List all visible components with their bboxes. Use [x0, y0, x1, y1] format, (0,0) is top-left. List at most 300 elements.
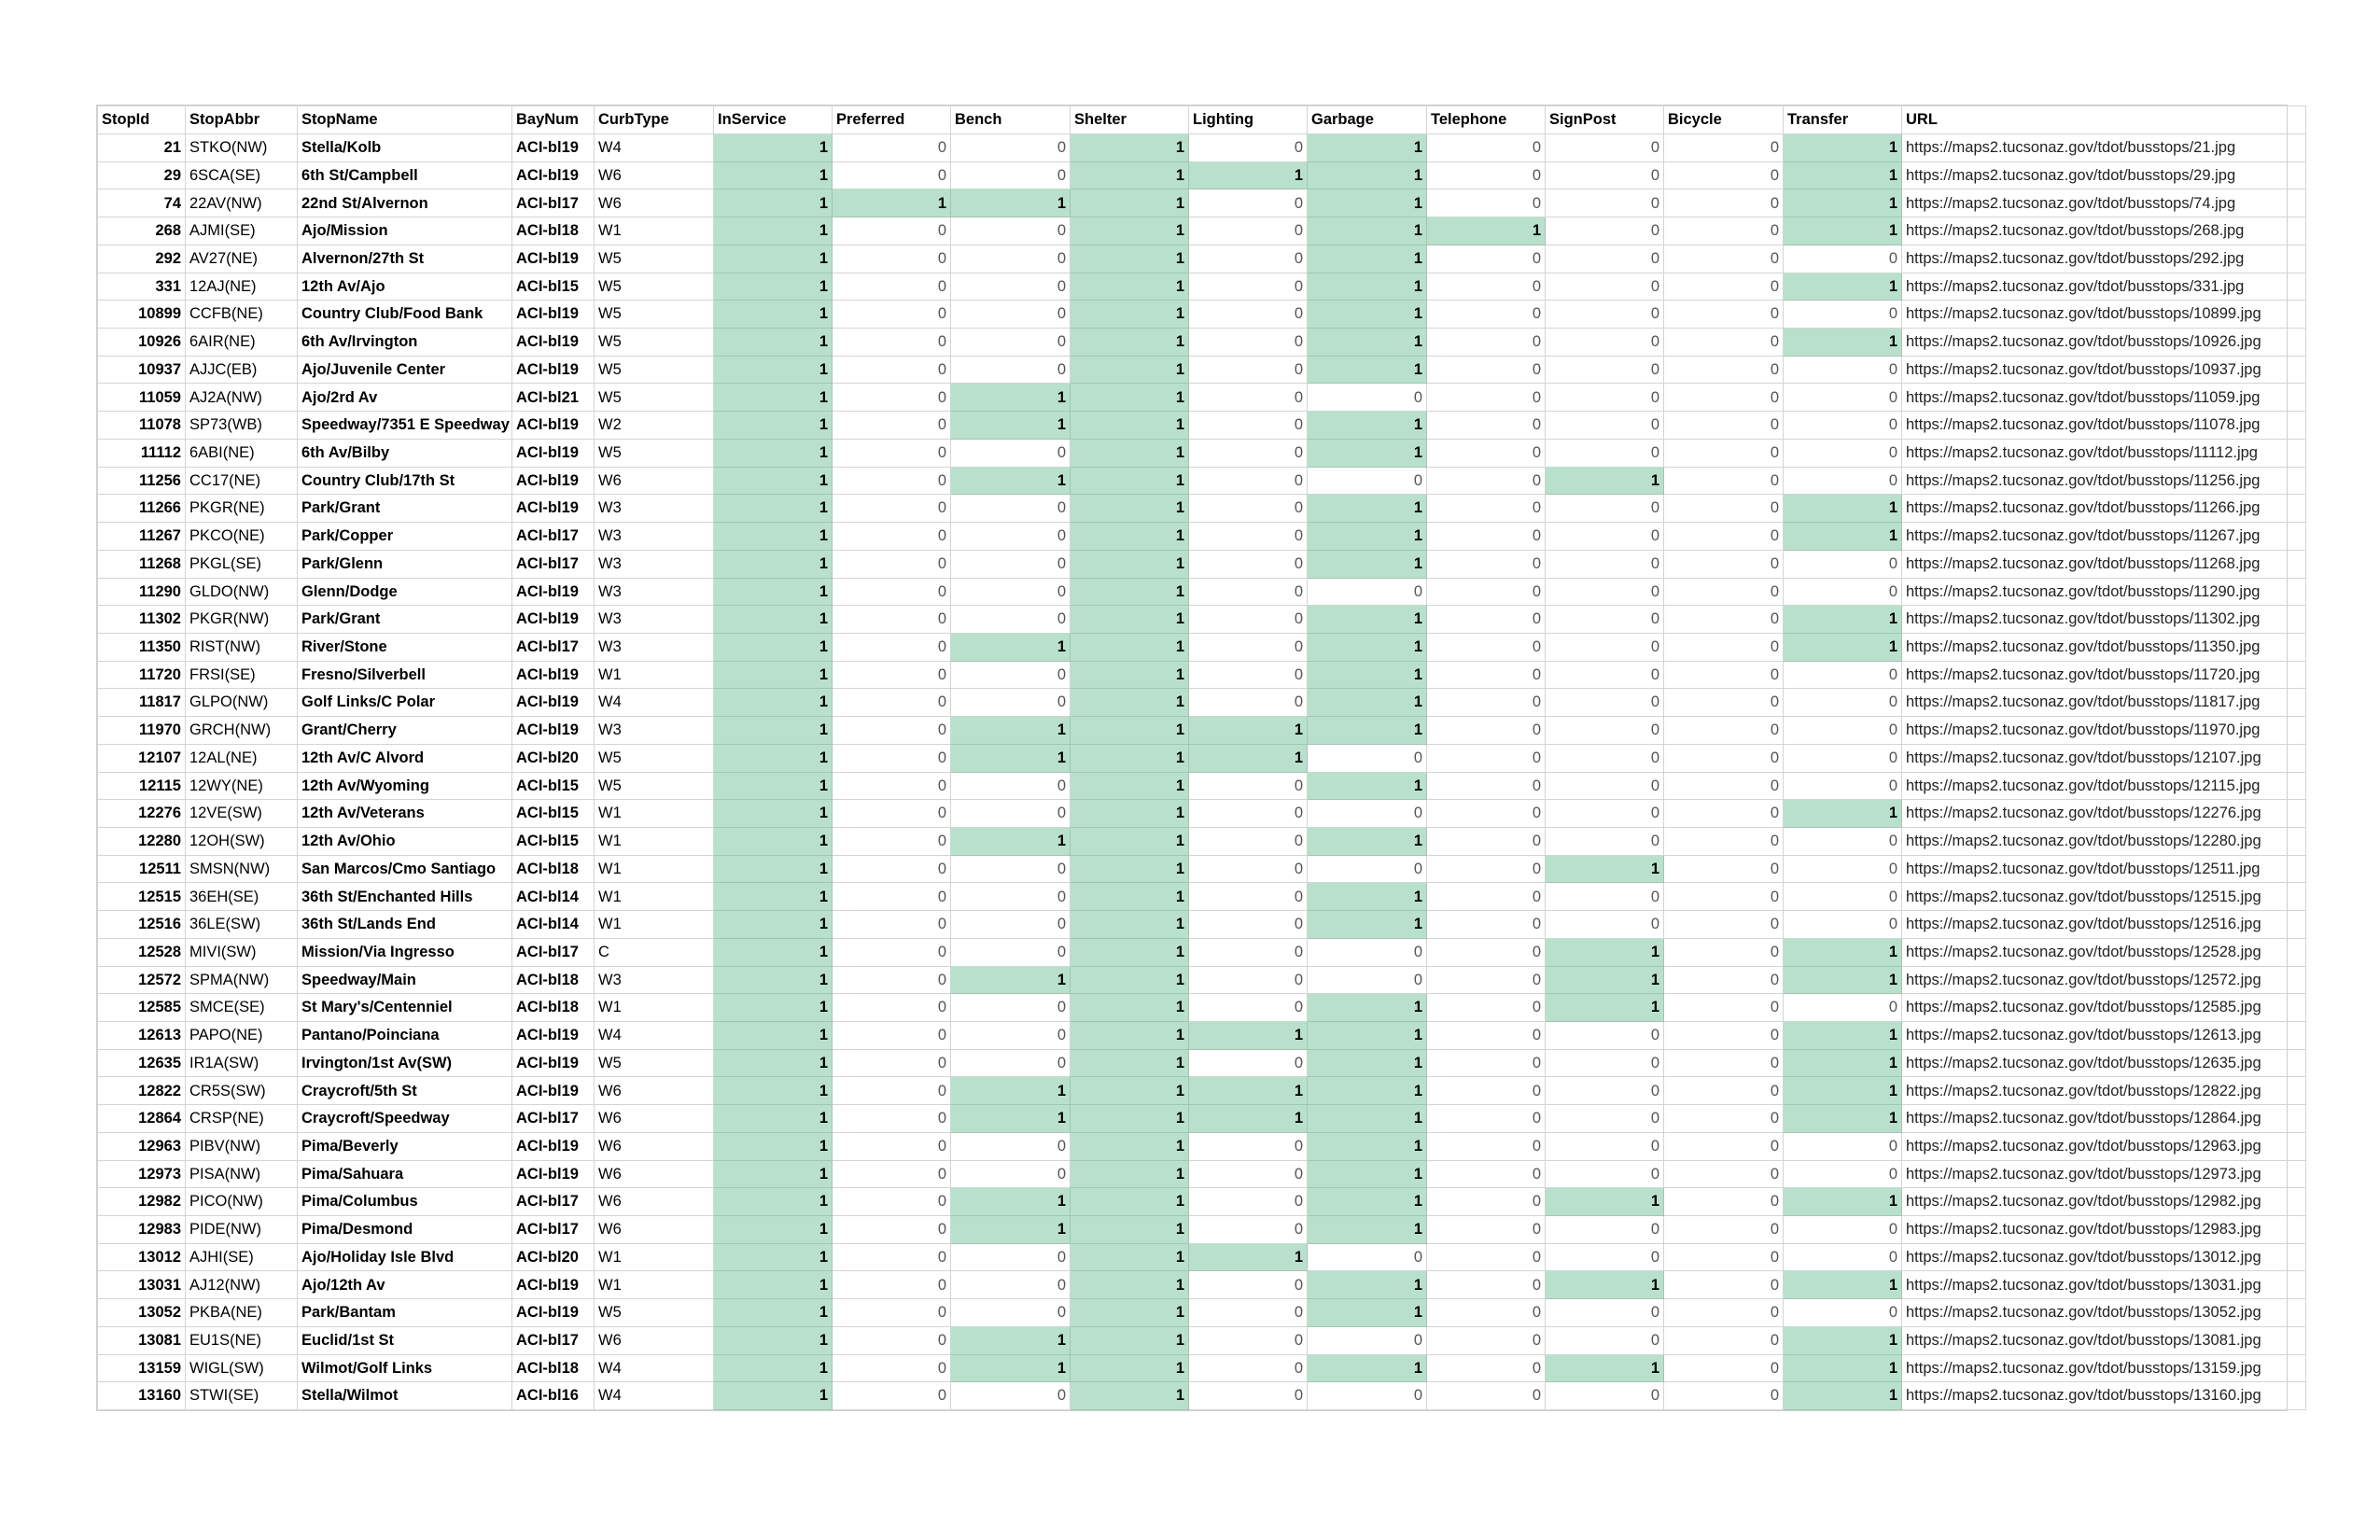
cell-telephone[interactable]: 0 [1427, 1243, 1546, 1271]
cell-url[interactable]: https://maps2.tucsonaz.gov/tdot/busstops/10926.jpg [1902, 329, 2306, 357]
cell-bicycle[interactable]: 0 [1664, 412, 1784, 440]
cell-garbage[interactable]: 1 [1308, 217, 1427, 245]
cell-stopname[interactable]: Pima/Beverly [298, 1132, 512, 1160]
cell-inservice[interactable]: 1 [714, 329, 833, 357]
cell-baynum[interactable]: ACI-bl19 [512, 1132, 595, 1160]
cell-stopabbr[interactable]: AJ2A(NW) [186, 384, 298, 412]
cell-preferred[interactable]: 0 [833, 467, 951, 495]
cell-bench[interactable]: 1 [951, 744, 1071, 772]
cell-url[interactable]: https://maps2.tucsonaz.gov/tdot/busstops/12107.jpg [1902, 744, 2306, 772]
cell-stopid[interactable]: 12635 [98, 1049, 186, 1077]
cell-signpost[interactable]: 0 [1546, 189, 1664, 217]
cell-inservice[interactable]: 1 [714, 134, 833, 162]
cell-preferred[interactable]: 0 [833, 495, 951, 523]
cell-transfer[interactable]: 1 [1784, 606, 1902, 634]
cell-lighting[interactable]: 0 [1189, 1271, 1308, 1299]
cell-telephone[interactable]: 0 [1427, 633, 1546, 661]
cell-telephone[interactable]: 0 [1427, 329, 1546, 357]
cell-url[interactable]: https://maps2.tucsonaz.gov/tdot/busstops/13031.jpg [1902, 1271, 2306, 1299]
cell-bench[interactable]: 1 [951, 633, 1071, 661]
cell-bicycle[interactable]: 0 [1664, 1354, 1784, 1382]
cell-telephone[interactable]: 0 [1427, 744, 1546, 772]
cell-curbtype[interactable]: W1 [595, 855, 714, 883]
cell-url[interactable]: https://maps2.tucsonaz.gov/tdot/busstops/13159.jpg [1902, 1354, 2306, 1382]
cell-shelter[interactable]: 1 [1071, 217, 1189, 245]
cell-url[interactable]: https://maps2.tucsonaz.gov/tdot/busstops/292.jpg [1902, 245, 2306, 273]
cell-signpost[interactable]: 0 [1546, 911, 1664, 939]
cell-curbtype[interactable]: W6 [595, 1105, 714, 1133]
cell-bench[interactable]: 1 [951, 1105, 1071, 1133]
cell-telephone[interactable]: 0 [1427, 1354, 1546, 1382]
cell-transfer[interactable]: 1 [1784, 1382, 1902, 1410]
cell-garbage[interactable]: 1 [1308, 1188, 1427, 1216]
cell-curbtype[interactable]: W5 [595, 1049, 714, 1077]
column-header-transfer[interactable]: Transfer [1784, 106, 1902, 134]
cell-baynum[interactable]: ACI-bl19 [512, 245, 595, 273]
cell-lighting[interactable]: 0 [1189, 412, 1308, 440]
cell-bicycle[interactable]: 0 [1664, 966, 1784, 994]
cell-preferred[interactable]: 0 [833, 1160, 951, 1188]
cell-bench[interactable]: 1 [951, 1188, 1071, 1216]
cell-lighting[interactable]: 0 [1189, 633, 1308, 661]
cell-inservice[interactable]: 1 [714, 633, 833, 661]
cell-bicycle[interactable]: 0 [1664, 1077, 1784, 1105]
cell-bicycle[interactable]: 0 [1664, 356, 1784, 384]
cell-curbtype[interactable]: W6 [595, 467, 714, 495]
cell-bench[interactable]: 1 [951, 412, 1071, 440]
cell-shelter[interactable]: 1 [1071, 1271, 1189, 1299]
cell-preferred[interactable]: 0 [833, 911, 951, 939]
cell-preferred[interactable]: 0 [833, 855, 951, 883]
cell-url[interactable]: https://maps2.tucsonaz.gov/tdot/busstops/12963.jpg [1902, 1132, 2306, 1160]
cell-stopname[interactable]: Fresno/Silverbell [298, 661, 512, 689]
cell-preferred[interactable]: 0 [833, 938, 951, 966]
cell-baynum[interactable]: ACI-bl19 [512, 1299, 595, 1327]
cell-bicycle[interactable]: 0 [1664, 689, 1784, 717]
cell-bicycle[interactable]: 0 [1664, 1299, 1784, 1327]
cell-shelter[interactable]: 1 [1071, 1160, 1189, 1188]
cell-curbtype[interactable]: W3 [595, 495, 714, 523]
cell-stopabbr[interactable]: PICO(NW) [186, 1188, 298, 1216]
cell-lighting[interactable]: 1 [1189, 744, 1308, 772]
cell-inservice[interactable]: 1 [714, 1354, 833, 1382]
cell-stopabbr[interactable]: PIDE(NW) [186, 1216, 298, 1244]
cell-lighting[interactable]: 0 [1189, 1160, 1308, 1188]
cell-stopabbr[interactable]: CR5S(SW) [186, 1077, 298, 1105]
cell-signpost[interactable]: 0 [1546, 661, 1664, 689]
cell-signpost[interactable]: 0 [1546, 134, 1664, 162]
cell-transfer[interactable]: 0 [1784, 717, 1902, 745]
cell-curbtype[interactable]: W3 [595, 606, 714, 634]
cell-stopabbr[interactable]: 12VE(SW) [186, 800, 298, 828]
cell-garbage[interactable]: 0 [1308, 938, 1427, 966]
cell-lighting[interactable]: 1 [1189, 161, 1308, 189]
cell-curbtype[interactable]: W3 [595, 633, 714, 661]
cell-stopname[interactable]: Country Club/17th St [298, 467, 512, 495]
cell-transfer[interactable]: 1 [1784, 1188, 1902, 1216]
cell-url[interactable]: https://maps2.tucsonaz.gov/tdot/busstops/12983.jpg [1902, 1216, 2306, 1244]
cell-preferred[interactable]: 0 [833, 717, 951, 745]
cell-telephone[interactable]: 0 [1427, 189, 1546, 217]
cell-bench[interactable]: 0 [951, 301, 1071, 329]
cell-stopid[interactable]: 12973 [98, 1160, 186, 1188]
cell-url[interactable]: https://maps2.tucsonaz.gov/tdot/busstops/11256.jpg [1902, 467, 2306, 495]
cell-baynum[interactable]: ACI-bl19 [512, 661, 595, 689]
cell-stopabbr[interactable]: 12WY(NE) [186, 772, 298, 800]
column-header-inservice[interactable]: InService [714, 106, 833, 134]
cell-inservice[interactable]: 1 [714, 161, 833, 189]
cell-transfer[interactable]: 1 [1784, 1022, 1902, 1050]
cell-signpost[interactable]: 0 [1546, 633, 1664, 661]
cell-shelter[interactable]: 1 [1071, 689, 1189, 717]
cell-baynum[interactable]: ACI-bl15 [512, 827, 595, 855]
cell-baynum[interactable]: ACI-bl15 [512, 772, 595, 800]
cell-url[interactable]: https://maps2.tucsonaz.gov/tdot/busstops/12864.jpg [1902, 1105, 2306, 1133]
cell-bicycle[interactable]: 0 [1664, 189, 1784, 217]
cell-transfer[interactable]: 0 [1784, 883, 1902, 911]
cell-stopid[interactable]: 11267 [98, 523, 186, 551]
cell-stopabbr[interactable]: SP73(WB) [186, 412, 298, 440]
cell-signpost[interactable]: 1 [1546, 938, 1664, 966]
cell-lighting[interactable]: 0 [1189, 550, 1308, 578]
cell-url[interactable]: https://maps2.tucsonaz.gov/tdot/busstops/29.jpg [1902, 161, 2306, 189]
cell-curbtype[interactable]: C [595, 938, 714, 966]
cell-telephone[interactable]: 0 [1427, 938, 1546, 966]
cell-inservice[interactable]: 1 [714, 911, 833, 939]
cell-url[interactable]: https://maps2.tucsonaz.gov/tdot/busstops/12115.jpg [1902, 772, 2306, 800]
cell-curbtype[interactable]: W6 [595, 1326, 714, 1354]
cell-bicycle[interactable]: 0 [1664, 1216, 1784, 1244]
cell-stopid[interactable]: 12515 [98, 883, 186, 911]
cell-curbtype[interactable]: W6 [595, 161, 714, 189]
cell-url[interactable]: https://maps2.tucsonaz.gov/tdot/busstops/12515.jpg [1902, 883, 2306, 911]
cell-preferred[interactable]: 0 [833, 578, 951, 606]
cell-stopname[interactable]: Pima/Sahuara [298, 1160, 512, 1188]
cell-bicycle[interactable]: 0 [1664, 744, 1784, 772]
cell-transfer[interactable]: 0 [1784, 301, 1902, 329]
cell-url[interactable]: https://maps2.tucsonaz.gov/tdot/busstops/12572.jpg [1902, 966, 2306, 994]
cell-telephone[interactable]: 0 [1427, 1132, 1546, 1160]
cell-garbage[interactable]: 1 [1308, 1132, 1427, 1160]
cell-preferred[interactable]: 0 [833, 523, 951, 551]
cell-preferred[interactable]: 0 [833, 356, 951, 384]
cell-signpost[interactable]: 0 [1546, 606, 1664, 634]
cell-preferred[interactable]: 0 [833, 384, 951, 412]
cell-bicycle[interactable]: 0 [1664, 772, 1784, 800]
cell-stopname[interactable]: San Marcos/Cmo Santiago [298, 855, 512, 883]
cell-garbage[interactable]: 0 [1308, 744, 1427, 772]
cell-garbage[interactable]: 0 [1308, 467, 1427, 495]
cell-stopname[interactable]: 12th Av/Ajo [298, 273, 512, 301]
cell-baynum[interactable]: ACI-bl14 [512, 911, 595, 939]
cell-stopabbr[interactable]: WIGL(SW) [186, 1354, 298, 1382]
column-header-shelter[interactable]: Shelter [1071, 106, 1189, 134]
cell-lighting[interactable]: 0 [1189, 245, 1308, 273]
column-header-garbage[interactable]: Garbage [1308, 106, 1427, 134]
cell-signpost[interactable]: 0 [1546, 161, 1664, 189]
cell-baynum[interactable]: ACI-bl21 [512, 384, 595, 412]
cell-lighting[interactable]: 0 [1189, 273, 1308, 301]
cell-url[interactable]: https://maps2.tucsonaz.gov/tdot/busstops/12982.jpg [1902, 1188, 2306, 1216]
cell-stopabbr[interactable]: 6ABI(NE) [186, 439, 298, 467]
cell-bicycle[interactable]: 0 [1664, 606, 1784, 634]
cell-shelter[interactable]: 1 [1071, 384, 1189, 412]
cell-stopabbr[interactable]: CCFB(NE) [186, 301, 298, 329]
cell-preferred[interactable]: 0 [833, 1326, 951, 1354]
cell-signpost[interactable]: 0 [1546, 1049, 1664, 1077]
cell-shelter[interactable]: 1 [1071, 412, 1189, 440]
cell-signpost[interactable]: 1 [1546, 1271, 1664, 1299]
cell-preferred[interactable]: 0 [833, 1049, 951, 1077]
cell-inservice[interactable]: 1 [714, 1077, 833, 1105]
cell-url[interactable]: https://maps2.tucsonaz.gov/tdot/busstops/13012.jpg [1902, 1243, 2306, 1271]
cell-stopid[interactable]: 12572 [98, 966, 186, 994]
cell-bench[interactable]: 0 [951, 134, 1071, 162]
cell-shelter[interactable]: 1 [1071, 578, 1189, 606]
cell-stopid[interactable]: 331 [98, 273, 186, 301]
cell-bicycle[interactable]: 0 [1664, 1382, 1784, 1410]
cell-lighting[interactable]: 0 [1189, 1299, 1308, 1327]
cell-telephone[interactable]: 0 [1427, 606, 1546, 634]
cell-bicycle[interactable]: 0 [1664, 301, 1784, 329]
cell-stopid[interactable]: 74 [98, 189, 186, 217]
cell-bench[interactable]: 0 [951, 689, 1071, 717]
cell-baynum[interactable]: ACI-bl15 [512, 800, 595, 828]
cell-inservice[interactable]: 1 [714, 1022, 833, 1050]
cell-preferred[interactable]: 0 [833, 1271, 951, 1299]
cell-shelter[interactable]: 1 [1071, 134, 1189, 162]
cell-url[interactable]: https://maps2.tucsonaz.gov/tdot/busstops/11059.jpg [1902, 384, 2306, 412]
cell-stopid[interactable]: 12585 [98, 994, 186, 1022]
cell-baynum[interactable]: ACI-bl17 [512, 523, 595, 551]
cell-url[interactable]: https://maps2.tucsonaz.gov/tdot/busstops/11350.jpg [1902, 633, 2306, 661]
cell-lighting[interactable]: 1 [1189, 1243, 1308, 1271]
cell-shelter[interactable]: 1 [1071, 994, 1189, 1022]
cell-preferred[interactable]: 0 [833, 273, 951, 301]
cell-bench[interactable]: 0 [951, 855, 1071, 883]
cell-stopid[interactable]: 10937 [98, 356, 186, 384]
cell-preferred[interactable]: 0 [833, 994, 951, 1022]
cell-signpost[interactable]: 0 [1546, 356, 1664, 384]
column-header-preferred[interactable]: Preferred [833, 106, 951, 134]
cell-baynum[interactable]: ACI-bl18 [512, 1354, 595, 1382]
cell-preferred[interactable]: 0 [833, 1382, 951, 1410]
cell-bicycle[interactable]: 0 [1664, 1132, 1784, 1160]
cell-baynum[interactable]: ACI-bl17 [512, 1216, 595, 1244]
cell-stopabbr[interactable]: 36EH(SE) [186, 883, 298, 911]
cell-baynum[interactable]: ACI-bl17 [512, 633, 595, 661]
cell-curbtype[interactable]: W1 [595, 994, 714, 1022]
cell-lighting[interactable]: 1 [1189, 717, 1308, 745]
cell-stopid[interactable]: 11059 [98, 384, 186, 412]
cell-transfer[interactable]: 1 [1784, 217, 1902, 245]
cell-transfer[interactable]: 1 [1784, 1354, 1902, 1382]
cell-signpost[interactable]: 0 [1546, 301, 1664, 329]
cell-lighting[interactable]: 0 [1189, 1188, 1308, 1216]
cell-telephone[interactable]: 0 [1427, 495, 1546, 523]
cell-url[interactable]: https://maps2.tucsonaz.gov/tdot/busstops/11078.jpg [1902, 412, 2306, 440]
cell-bicycle[interactable]: 0 [1664, 273, 1784, 301]
cell-signpost[interactable]: 0 [1546, 384, 1664, 412]
cell-transfer[interactable]: 0 [1784, 1243, 1902, 1271]
cell-stopname[interactable]: Grant/Cherry [298, 717, 512, 745]
cell-stopname[interactable]: Stella/Wilmot [298, 1382, 512, 1410]
cell-garbage[interactable]: 1 [1308, 689, 1427, 717]
cell-garbage[interactable]: 1 [1308, 356, 1427, 384]
cell-bicycle[interactable]: 0 [1664, 827, 1784, 855]
cell-lighting[interactable]: 0 [1189, 772, 1308, 800]
cell-stopabbr[interactable]: SPMA(NW) [186, 966, 298, 994]
cell-inservice[interactable]: 1 [714, 772, 833, 800]
cell-stopid[interactable]: 12276 [98, 800, 186, 828]
cell-shelter[interactable]: 1 [1071, 189, 1189, 217]
cell-signpost[interactable]: 0 [1546, 1299, 1664, 1327]
cell-bicycle[interactable]: 0 [1664, 439, 1784, 467]
cell-curbtype[interactable]: W3 [595, 966, 714, 994]
cell-baynum[interactable]: ACI-bl19 [512, 329, 595, 357]
cell-stopname[interactable]: Golf Links/C Polar [298, 689, 512, 717]
cell-stopabbr[interactable]: FRSI(SE) [186, 661, 298, 689]
cell-shelter[interactable]: 1 [1071, 550, 1189, 578]
cell-curbtype[interactable]: W4 [595, 1022, 714, 1050]
cell-preferred[interactable]: 0 [833, 412, 951, 440]
cell-stopabbr[interactable]: CC17(NE) [186, 467, 298, 495]
cell-bicycle[interactable]: 0 [1664, 329, 1784, 357]
cell-shelter[interactable]: 1 [1071, 1382, 1189, 1410]
cell-baynum[interactable]: ACI-bl17 [512, 550, 595, 578]
cell-transfer[interactable]: 0 [1784, 550, 1902, 578]
cell-curbtype[interactable]: W5 [595, 772, 714, 800]
cell-inservice[interactable]: 1 [714, 550, 833, 578]
cell-transfer[interactable]: 1 [1784, 1326, 1902, 1354]
cell-inservice[interactable]: 1 [714, 855, 833, 883]
cell-shelter[interactable]: 1 [1071, 273, 1189, 301]
cell-garbage[interactable]: 1 [1308, 1160, 1427, 1188]
cell-stopabbr[interactable]: CRSP(NE) [186, 1105, 298, 1133]
cell-bicycle[interactable]: 0 [1664, 217, 1784, 245]
cell-shelter[interactable]: 1 [1071, 633, 1189, 661]
cell-telephone[interactable]: 0 [1427, 578, 1546, 606]
cell-stopabbr[interactable]: 12OH(SW) [186, 827, 298, 855]
cell-telephone[interactable]: 0 [1427, 966, 1546, 994]
cell-bench[interactable]: 0 [951, 245, 1071, 273]
cell-garbage[interactable]: 1 [1308, 1077, 1427, 1105]
cell-inservice[interactable]: 1 [714, 1188, 833, 1216]
cell-inservice[interactable]: 1 [714, 1382, 833, 1410]
cell-url[interactable]: https://maps2.tucsonaz.gov/tdot/busstops/21.jpg [1902, 134, 2306, 162]
cell-stopabbr[interactable]: AJ12(NW) [186, 1271, 298, 1299]
cell-stopname[interactable]: 6th Av/Irvington [298, 329, 512, 357]
cell-bench[interactable]: 0 [951, 578, 1071, 606]
cell-bicycle[interactable]: 0 [1664, 1049, 1784, 1077]
cell-stopabbr[interactable]: PKCO(NE) [186, 523, 298, 551]
cell-preferred[interactable]: 1 [833, 189, 951, 217]
cell-inservice[interactable]: 1 [714, 1216, 833, 1244]
cell-bench[interactable]: 0 [951, 1299, 1071, 1327]
cell-stopname[interactable]: Ajo/Mission [298, 217, 512, 245]
cell-signpost[interactable]: 1 [1546, 966, 1664, 994]
cell-inservice[interactable]: 1 [714, 439, 833, 467]
cell-garbage[interactable]: 1 [1308, 1049, 1427, 1077]
cell-url[interactable]: https://maps2.tucsonaz.gov/tdot/busstops/12511.jpg [1902, 855, 2306, 883]
cell-bench[interactable]: 0 [951, 439, 1071, 467]
cell-curbtype[interactable]: W4 [595, 1382, 714, 1410]
cell-preferred[interactable]: 0 [833, 800, 951, 828]
cell-inservice[interactable]: 1 [714, 744, 833, 772]
cell-bench[interactable]: 0 [951, 772, 1071, 800]
cell-shelter[interactable]: 1 [1071, 356, 1189, 384]
cell-curbtype[interactable]: W1 [595, 827, 714, 855]
cell-url[interactable]: https://maps2.tucsonaz.gov/tdot/busstops/11112.jpg [1902, 439, 2306, 467]
cell-signpost[interactable]: 0 [1546, 245, 1664, 273]
cell-bench[interactable]: 1 [951, 1216, 1071, 1244]
cell-curbtype[interactable]: W1 [595, 800, 714, 828]
cell-preferred[interactable]: 0 [833, 1132, 951, 1160]
cell-signpost[interactable]: 0 [1546, 550, 1664, 578]
cell-bench[interactable]: 0 [951, 550, 1071, 578]
cell-shelter[interactable]: 1 [1071, 606, 1189, 634]
cell-bicycle[interactable]: 0 [1664, 550, 1784, 578]
cell-telephone[interactable]: 0 [1427, 689, 1546, 717]
cell-curbtype[interactable]: W6 [595, 1160, 714, 1188]
cell-garbage[interactable]: 1 [1308, 301, 1427, 329]
cell-telephone[interactable]: 0 [1427, 301, 1546, 329]
cell-stopabbr[interactable]: GLDO(NW) [186, 578, 298, 606]
cell-stopname[interactable]: 36th St/Enchanted Hills [298, 883, 512, 911]
cell-url[interactable]: https://maps2.tucsonaz.gov/tdot/busstops/11290.jpg [1902, 578, 2306, 606]
cell-preferred[interactable]: 0 [833, 217, 951, 245]
cell-bench[interactable]: 1 [951, 1326, 1071, 1354]
column-header-telephone[interactable]: Telephone [1427, 106, 1546, 134]
cell-lighting[interactable]: 0 [1189, 329, 1308, 357]
cell-transfer[interactable]: 0 [1784, 412, 1902, 440]
cell-telephone[interactable]: 0 [1427, 994, 1546, 1022]
cell-inservice[interactable]: 1 [714, 1299, 833, 1327]
cell-curbtype[interactable]: W6 [595, 1132, 714, 1160]
cell-stopname[interactable]: 12th Av/Wyoming [298, 772, 512, 800]
cell-transfer[interactable]: 0 [1784, 1160, 1902, 1188]
cell-inservice[interactable]: 1 [714, 827, 833, 855]
cell-shelter[interactable]: 1 [1071, 966, 1189, 994]
cell-garbage[interactable]: 1 [1308, 827, 1427, 855]
cell-preferred[interactable]: 0 [833, 1216, 951, 1244]
cell-bench[interactable]: 0 [951, 356, 1071, 384]
cell-bicycle[interactable]: 0 [1664, 134, 1784, 162]
cell-transfer[interactable]: 1 [1784, 633, 1902, 661]
cell-stopid[interactable]: 12115 [98, 772, 186, 800]
cell-inservice[interactable]: 1 [714, 1243, 833, 1271]
cell-curbtype[interactable]: W5 [595, 356, 714, 384]
cell-baynum[interactable]: ACI-bl19 [512, 1271, 595, 1299]
cell-lighting[interactable]: 0 [1189, 189, 1308, 217]
cell-stopid[interactable]: 21 [98, 134, 186, 162]
cell-url[interactable]: https://maps2.tucsonaz.gov/tdot/busstops/13160.jpg [1902, 1382, 2306, 1410]
cell-baynum[interactable]: ACI-bl17 [512, 938, 595, 966]
cell-shelter[interactable]: 1 [1071, 1188, 1189, 1216]
cell-lighting[interactable]: 0 [1189, 938, 1308, 966]
cell-stopabbr[interactable]: IR1A(SW) [186, 1049, 298, 1077]
cell-lighting[interactable]: 0 [1189, 495, 1308, 523]
cell-stopname[interactable]: Stella/Kolb [298, 134, 512, 162]
cell-stopid[interactable]: 11817 [98, 689, 186, 717]
cell-inservice[interactable]: 1 [714, 883, 833, 911]
cell-stopid[interactable]: 12864 [98, 1105, 186, 1133]
cell-lighting[interactable]: 0 [1189, 356, 1308, 384]
column-header-stopname[interactable]: StopName [298, 106, 512, 134]
cell-lighting[interactable]: 1 [1189, 1077, 1308, 1105]
cell-bench[interactable]: 1 [951, 467, 1071, 495]
cell-transfer[interactable]: 0 [1784, 384, 1902, 412]
